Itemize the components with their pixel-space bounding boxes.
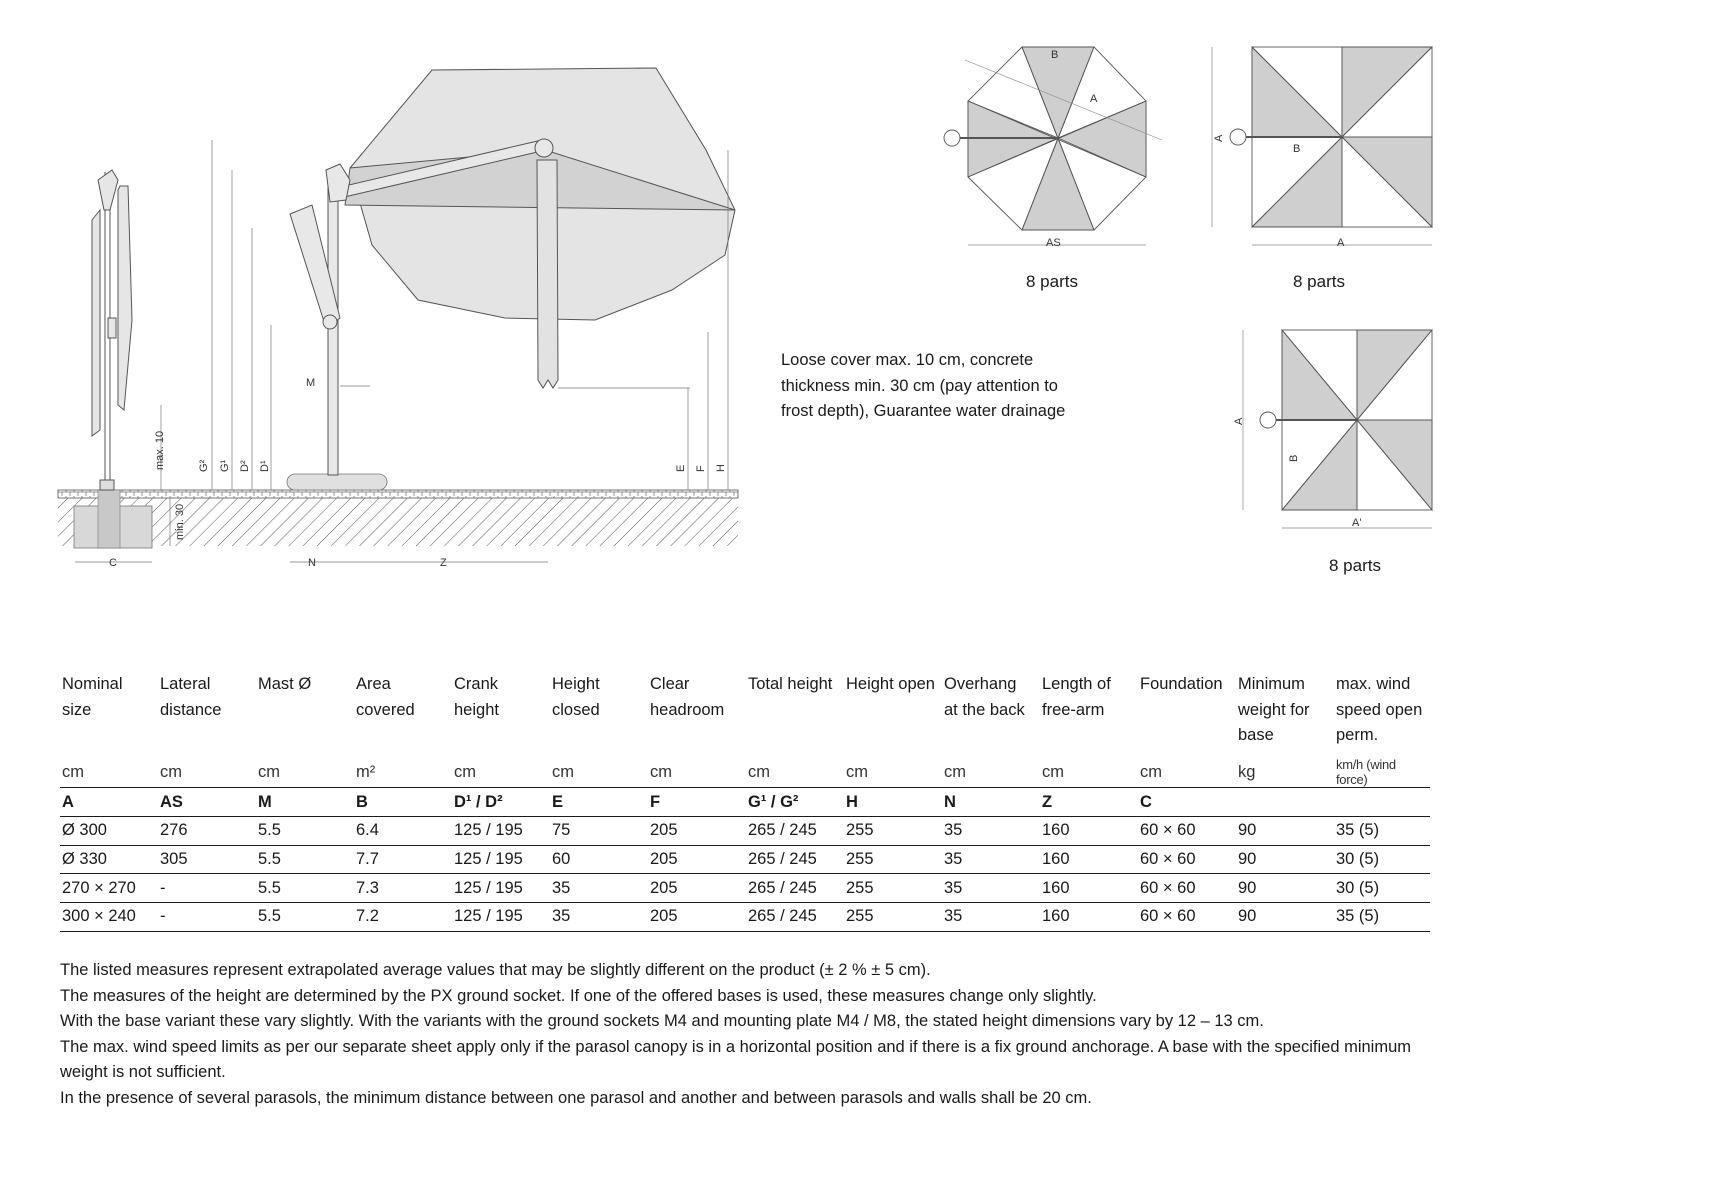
table-cell: 255 [844, 845, 942, 874]
specifications-table [60, 672, 1430, 932]
table-cell: 35 [942, 903, 1040, 932]
square-label-b: B [1293, 143, 1301, 155]
code-cell: F [648, 788, 746, 817]
table-cell: 5.5 [256, 903, 354, 932]
table-cell: 5.5 [256, 817, 354, 846]
table-cell: 305 [158, 845, 256, 874]
table-cell: 7.7 [354, 845, 452, 874]
unit-cell: cm [1042, 762, 1064, 781]
square-label-a-side: A [1213, 134, 1225, 142]
table-cell: 35 (5) [1334, 817, 1430, 846]
table-cell: 75 [550, 817, 648, 846]
label-m: M [306, 377, 316, 389]
code-cell: D¹ / D² [452, 788, 550, 817]
table-cell: 35 [550, 874, 648, 903]
table-code-row [60, 788, 1430, 817]
top-view-square [1212, 47, 1432, 249]
unit-cell: cm [552, 762, 574, 781]
table-cell: Ø 300 [60, 817, 158, 846]
unit-cell: cm [846, 762, 868, 781]
table-cell: 60 × 60 [1138, 903, 1236, 932]
unit-cell: kg [1238, 762, 1256, 781]
code-cell: M [256, 788, 354, 817]
footnote-line: The measures of the height are determined by the PX ground socket. If one of the offered bases is used, these measures change only slightly. [60, 986, 1097, 1005]
octagon-label-b: B [1051, 49, 1059, 61]
unit-cell: cm [62, 762, 84, 781]
table-cell: 125 / 195 [452, 874, 550, 903]
column-header: Nominal size [62, 675, 123, 719]
table-cell: 160 [1040, 903, 1138, 932]
square-label-a-bottom: A [1337, 237, 1345, 249]
code-cell [1334, 788, 1430, 817]
code-cell: G¹ / G² [746, 788, 844, 817]
unit-cell: cm [650, 762, 672, 781]
table-cell: 205 [648, 903, 746, 932]
code-cell [1236, 788, 1334, 817]
table-cell: 60 × 60 [1138, 874, 1236, 903]
table-cell: 90 [1236, 874, 1334, 903]
unit-cell: cm [258, 762, 280, 781]
table-cell: 35 (5) [1334, 903, 1430, 932]
label-d1: D¹ [259, 460, 271, 472]
table-cell: 6.4 [354, 817, 452, 846]
table-header-row [60, 672, 1430, 757]
octagon-label-as: AS [1046, 237, 1061, 249]
rectangle-label-a-side: A [1233, 417, 1245, 425]
column-header: Lateral distance [160, 675, 222, 719]
label-z: Z [440, 557, 447, 569]
square-caption: 8 parts [1293, 272, 1345, 291]
unit-cell: cm [748, 762, 770, 781]
unit-cell: m² [356, 762, 376, 781]
paving-layer [58, 490, 738, 498]
open-parasol [290, 68, 735, 475]
table-cell: 205 [648, 845, 746, 874]
footnote-line: The max. wind speed limits as per our separate sheet apply only if the parasol canopy is in a horizontal position and if there is a fix ground anchorage. A base with the specified minimum weight is not sufficient. [60, 1037, 1411, 1081]
table-row [60, 903, 1430, 932]
rectangle-label-b: B [1288, 454, 1300, 462]
rectangle-caption: 8 parts [1329, 556, 1381, 575]
table-cell: - [158, 903, 256, 932]
column-header: Minimum weight for base [1238, 675, 1310, 744]
table-cell: 90 [1236, 903, 1334, 932]
column-header: Crank height [454, 675, 499, 719]
table-cell: 160 [1040, 845, 1138, 874]
table-cell: 35 [942, 845, 1040, 874]
table-cell: 205 [648, 874, 746, 903]
code-cell: AS [158, 788, 256, 817]
table-cell: 5.5 [256, 845, 354, 874]
table-cell: 255 [844, 874, 942, 903]
column-header: Total height [748, 675, 833, 693]
footnote-line: With the base variant these vary slightly. With the variants with the ground sockets M4 and mounting plate M4 / M8, the stated height dimensions vary by 12 – 13 cm. [60, 1012, 1264, 1030]
label-n: N [308, 557, 316, 569]
table-cell: 125 / 195 [452, 903, 550, 932]
label-min30: min. 30 [174, 503, 186, 540]
code-cell: Z [1040, 788, 1138, 817]
code-cell: N [942, 788, 1040, 817]
table-cell: 30 (5) [1334, 874, 1430, 903]
column-header: Area covered [356, 675, 415, 719]
column-header: Length of free-arm [1042, 675, 1111, 719]
code-cell: H [844, 788, 942, 817]
parasol-base [287, 474, 387, 490]
table-cell: 35 [942, 817, 1040, 846]
table-cell: 30 (5) [1334, 845, 1430, 874]
table-row [60, 845, 1430, 874]
footnote-line: The listed measures represent extrapolated average values that may be slightly different on the product (± 2 % ± 5 cm). [60, 961, 931, 979]
unit-cell: cm [944, 762, 966, 781]
table-cell: 160 [1040, 817, 1138, 846]
table-cell: 160 [1040, 874, 1138, 903]
label-g2: G² [198, 459, 210, 472]
column-header: Height open [846, 675, 935, 693]
table-cell: 5.5 [256, 874, 354, 903]
unit-cell: km/h (wind force) [1336, 757, 1396, 787]
octagon-caption: 8 parts [1026, 272, 1078, 291]
column-header: Height closed [552, 675, 600, 719]
closed-parasol [92, 170, 132, 490]
table-cell: 205 [648, 817, 746, 846]
column-header: Overhang at the back [944, 675, 1025, 719]
code-cell: C [1138, 788, 1236, 817]
table-cell: 276 [158, 817, 256, 846]
table-cell: 35 [942, 874, 1040, 903]
top-view-octagon [944, 47, 1162, 249]
table-cell: 7.2 [354, 903, 452, 932]
column-header: Clear headroom [650, 675, 725, 719]
table-cell: 90 [1236, 845, 1334, 874]
label-e: E [675, 464, 687, 472]
column-header: max. wind speed open perm. [1336, 675, 1423, 744]
table-row [60, 817, 1430, 846]
soil-hatch [58, 498, 738, 546]
installation-note: Loose cover max. 10 cm, concrete thickness min. 30 cm (pay attention to frost depth), Guarantee water drainage [781, 351, 1066, 420]
table-cell: 7.3 [354, 874, 452, 903]
rectangle-label-a-bottom: A' [1352, 517, 1362, 529]
column-header: Foundation [1140, 675, 1223, 693]
ground-socket [98, 490, 120, 548]
table-cell: 265 / 245 [746, 903, 844, 932]
table-cell: 60 × 60 [1138, 817, 1236, 846]
table-cell: Ø 330 [60, 845, 158, 874]
unit-cell: cm [1140, 762, 1162, 781]
table-cell: 300 × 240 [60, 903, 158, 932]
top-view-rectangle [1233, 330, 1432, 529]
code-cell: A [60, 788, 158, 817]
table-cell: 125 / 195 [452, 845, 550, 874]
label-d2: D² [239, 460, 251, 472]
footnotes [60, 958, 1460, 1111]
table-cell: 270 × 270 [60, 874, 158, 903]
table-cell: 60 [550, 845, 648, 874]
octagon-label-a: A [1090, 93, 1098, 105]
label-h: H [715, 464, 727, 472]
table-cell: 90 [1236, 817, 1334, 846]
unit-cell: cm [454, 762, 476, 781]
table-row [60, 874, 1430, 903]
table-cell: 265 / 245 [746, 817, 844, 846]
table-cell: 265 / 245 [746, 845, 844, 874]
unit-cell: cm [160, 762, 182, 781]
footnote-line: In the presence of several parasols, the minimum distance between one parasol and another and between parasols and walls shall be 20 cm. [60, 1088, 1092, 1107]
label-max10: max. 10 [154, 430, 166, 470]
label-c: C [109, 557, 117, 569]
label-g1: G¹ [219, 459, 231, 472]
table-cell: 255 [844, 817, 942, 846]
table-body [60, 817, 1430, 932]
column-header: Mast Ø [258, 675, 312, 693]
table-cell: 60 × 60 [1138, 845, 1236, 874]
table-unit-row [60, 757, 1430, 788]
code-cell: B [354, 788, 452, 817]
table-cell: 255 [844, 903, 942, 932]
table-cell: - [158, 874, 256, 903]
table-cell: 265 / 245 [746, 874, 844, 903]
table-cell: 125 / 195 [452, 817, 550, 846]
table-cell: 35 [550, 903, 648, 932]
label-f: F [695, 465, 707, 472]
code-cell: E [550, 788, 648, 817]
